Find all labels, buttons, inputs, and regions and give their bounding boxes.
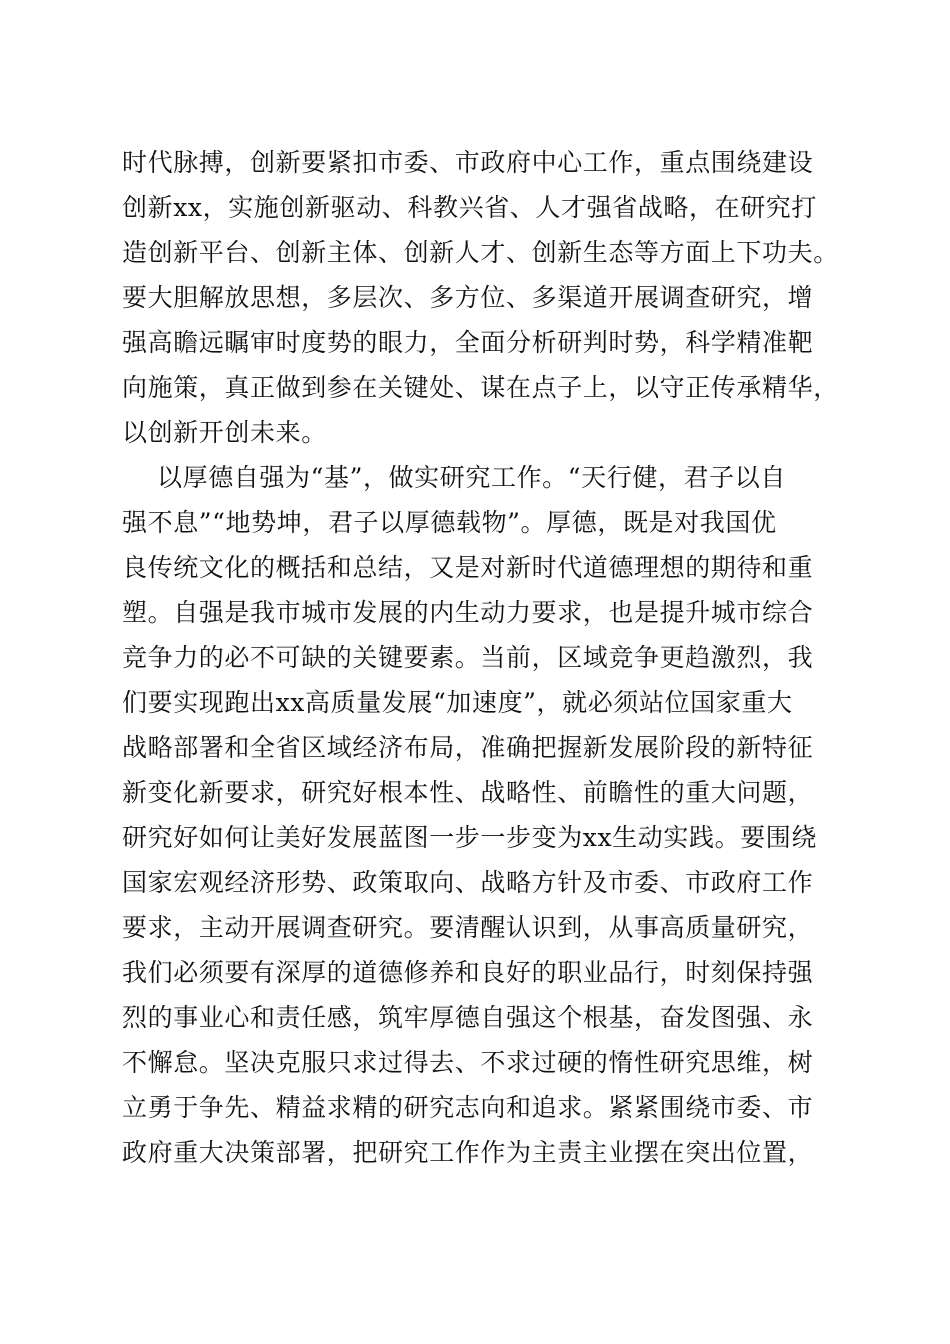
text-line: 我们必须要有深厚的道德修养和良好的职业品行，时刻保持强 <box>122 958 814 987</box>
text-line: 烈的事业心和责任感，筑牢厚德自强这个根基，奋发图强、永 <box>122 1003 814 1032</box>
text-line: 们要实现跑出xx高质量发展“加速度”，就必须站位国家重大 <box>122 688 793 717</box>
text-line: 良传统文化的概括和总结，又是对新时代道德理想的期待和重 <box>122 553 814 582</box>
text-line: 研究好如何让美好发展蓝图一步一步变为xx生动实践。要围绕 <box>122 823 818 852</box>
text-line: 时代脉搏，创新要紧扣市委、市政府中心工作，重点围绕建设 <box>122 148 814 177</box>
text-line: 立勇于争先、精益求精的研究志向和追求。紧紧围绕市委、市 <box>122 1093 814 1122</box>
text-line: 战略部署和全省区域经济布局，准确把握新发展阶段的新特征 <box>122 733 814 762</box>
text-line: 以厚德自强为“基”，做实研究工作。“天行健，君子以自 <box>157 463 786 492</box>
text-line: 政府重大决策部署，把研究工作作为主责主业摆在突出位置， <box>122 1138 814 1167</box>
text-line: 塑。自强是我市城市发展的内生动力要求，也是提升城市综合 <box>122 598 814 627</box>
text-line: 要大胆解放思想，多层次、多方位、多渠道开展调查研究，增 <box>122 283 814 312</box>
text-line: 新变化新要求，研究好根本性、战略性、前瞻性的重大问题， <box>122 778 814 807</box>
text-line: 创新xx，实施创新驱动、科教兴省、人才强省战略，在研究打 <box>122 193 818 222</box>
text-line: 向施策，真正做到参在关键处、谋在点子上，以守正传承精华， <box>122 373 839 402</box>
text-line: 强不息”“地势坤，君子以厚德载物”。厚德，既是对我国优 <box>122 508 777 537</box>
text-line: 要求，主动开展调查研究。要清醒认识到，从事高质量研究， <box>122 913 814 942</box>
text-line: 造创新平台、创新主体、创新人才、创新生态等方面上下功夫。 <box>122 238 839 267</box>
text-line: 强高瞻远瞩审时度势的眼力，全面分析研判时势，科学精准靶 <box>122 328 814 357</box>
text-line: 竞争力的必不可缺的关键要素。当前，区域竞争更趋激烈，我 <box>122 643 814 672</box>
text-line: 国家宏观经济形势、政策取向、战略方针及市委、市政府工作 <box>122 868 814 897</box>
text-line: 不懈怠。坚决克服只求过得去、不求过硬的惰性研究思维，树 <box>122 1048 814 1077</box>
text-line: 以创新开创未来。 <box>122 418 327 447</box>
